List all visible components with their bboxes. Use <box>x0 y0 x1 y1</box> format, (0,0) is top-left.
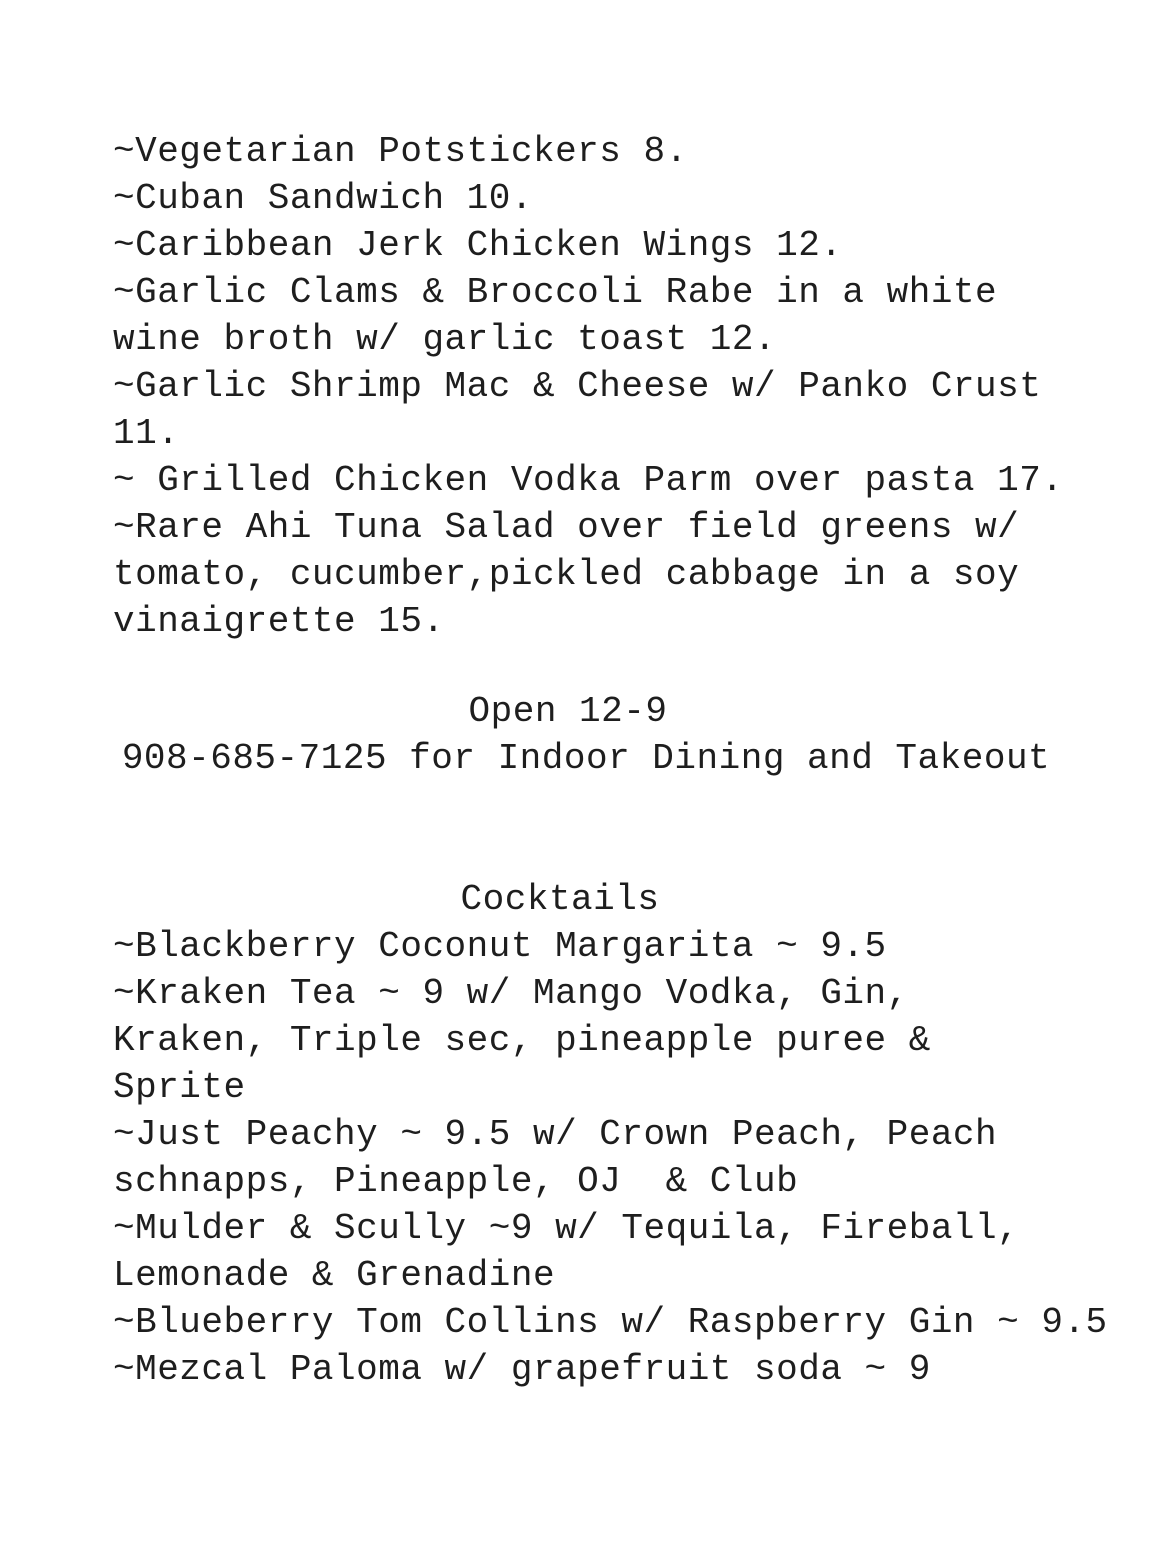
cocktail-item: ~Kraken Tea ~ 9 w/ Mango Vodka, Gin, <box>113 973 909 1014</box>
cocktail-item: ~Just Peachy ~ 9.5 w/ Crown Peach, Peach <box>113 1114 998 1155</box>
menu-item-continued: tomato, cucumber,pickled cabbage in a soy <box>113 554 1020 595</box>
opening-hours: Open 12-9 <box>468 691 668 732</box>
menu-item: ~Caribbean Jerk Chicken Wings 12. <box>113 225 843 266</box>
menu-item: ~Cuban Sandwich 10. <box>113 178 533 219</box>
cocktail-item-continued: Sprite <box>113 1067 246 1108</box>
contact-line: 908-685-7125 for Indoor Dining and Takeout <box>121 738 1051 779</box>
cocktail-item-continued: Kraken, Triple sec, pineapple puree & <box>113 1020 931 1061</box>
cocktail-item-continued: Lemonade & Grenadine <box>113 1255 556 1296</box>
cocktail-item: ~Mezcal Paloma w/ grapefruit soda ~ 9 <box>113 1349 931 1390</box>
cocktail-item: ~Blueberry Tom Collins w/ Raspberry Gin ~ 9.5 <box>113 1302 1108 1343</box>
menu-item: ~ Grilled Chicken Vodka Parm over pasta 17. <box>113 460 1064 501</box>
menu-item: ~Rare Ahi Tuna Salad over field greens w/ <box>113 507 1020 548</box>
menu-item: ~Garlic Clams & Broccoli Rabe in a white <box>113 272 998 313</box>
menu-item-continued: 11. <box>113 413 180 454</box>
menu-item: ~Garlic Shrimp Mac & Cheese w/ Panko Crust <box>113 366 1042 407</box>
cocktail-item: ~Mulder & Scully ~9 w/ Tequila, Fireball, <box>113 1208 1020 1249</box>
cocktail-item: ~Blackberry Coconut Margarita ~ 9.5 <box>113 926 887 967</box>
cocktails-heading: Cocktails <box>460 879 660 920</box>
menu-item: ~Vegetarian Potstickers 8. <box>113 131 688 172</box>
menu-item-continued: wine broth w/ garlic toast 12. <box>113 319 777 360</box>
menu-item-continued: vinaigrette 15. <box>113 601 445 642</box>
cocktail-item-continued: schnapps, Pineapple, OJ & Club <box>113 1161 799 1202</box>
